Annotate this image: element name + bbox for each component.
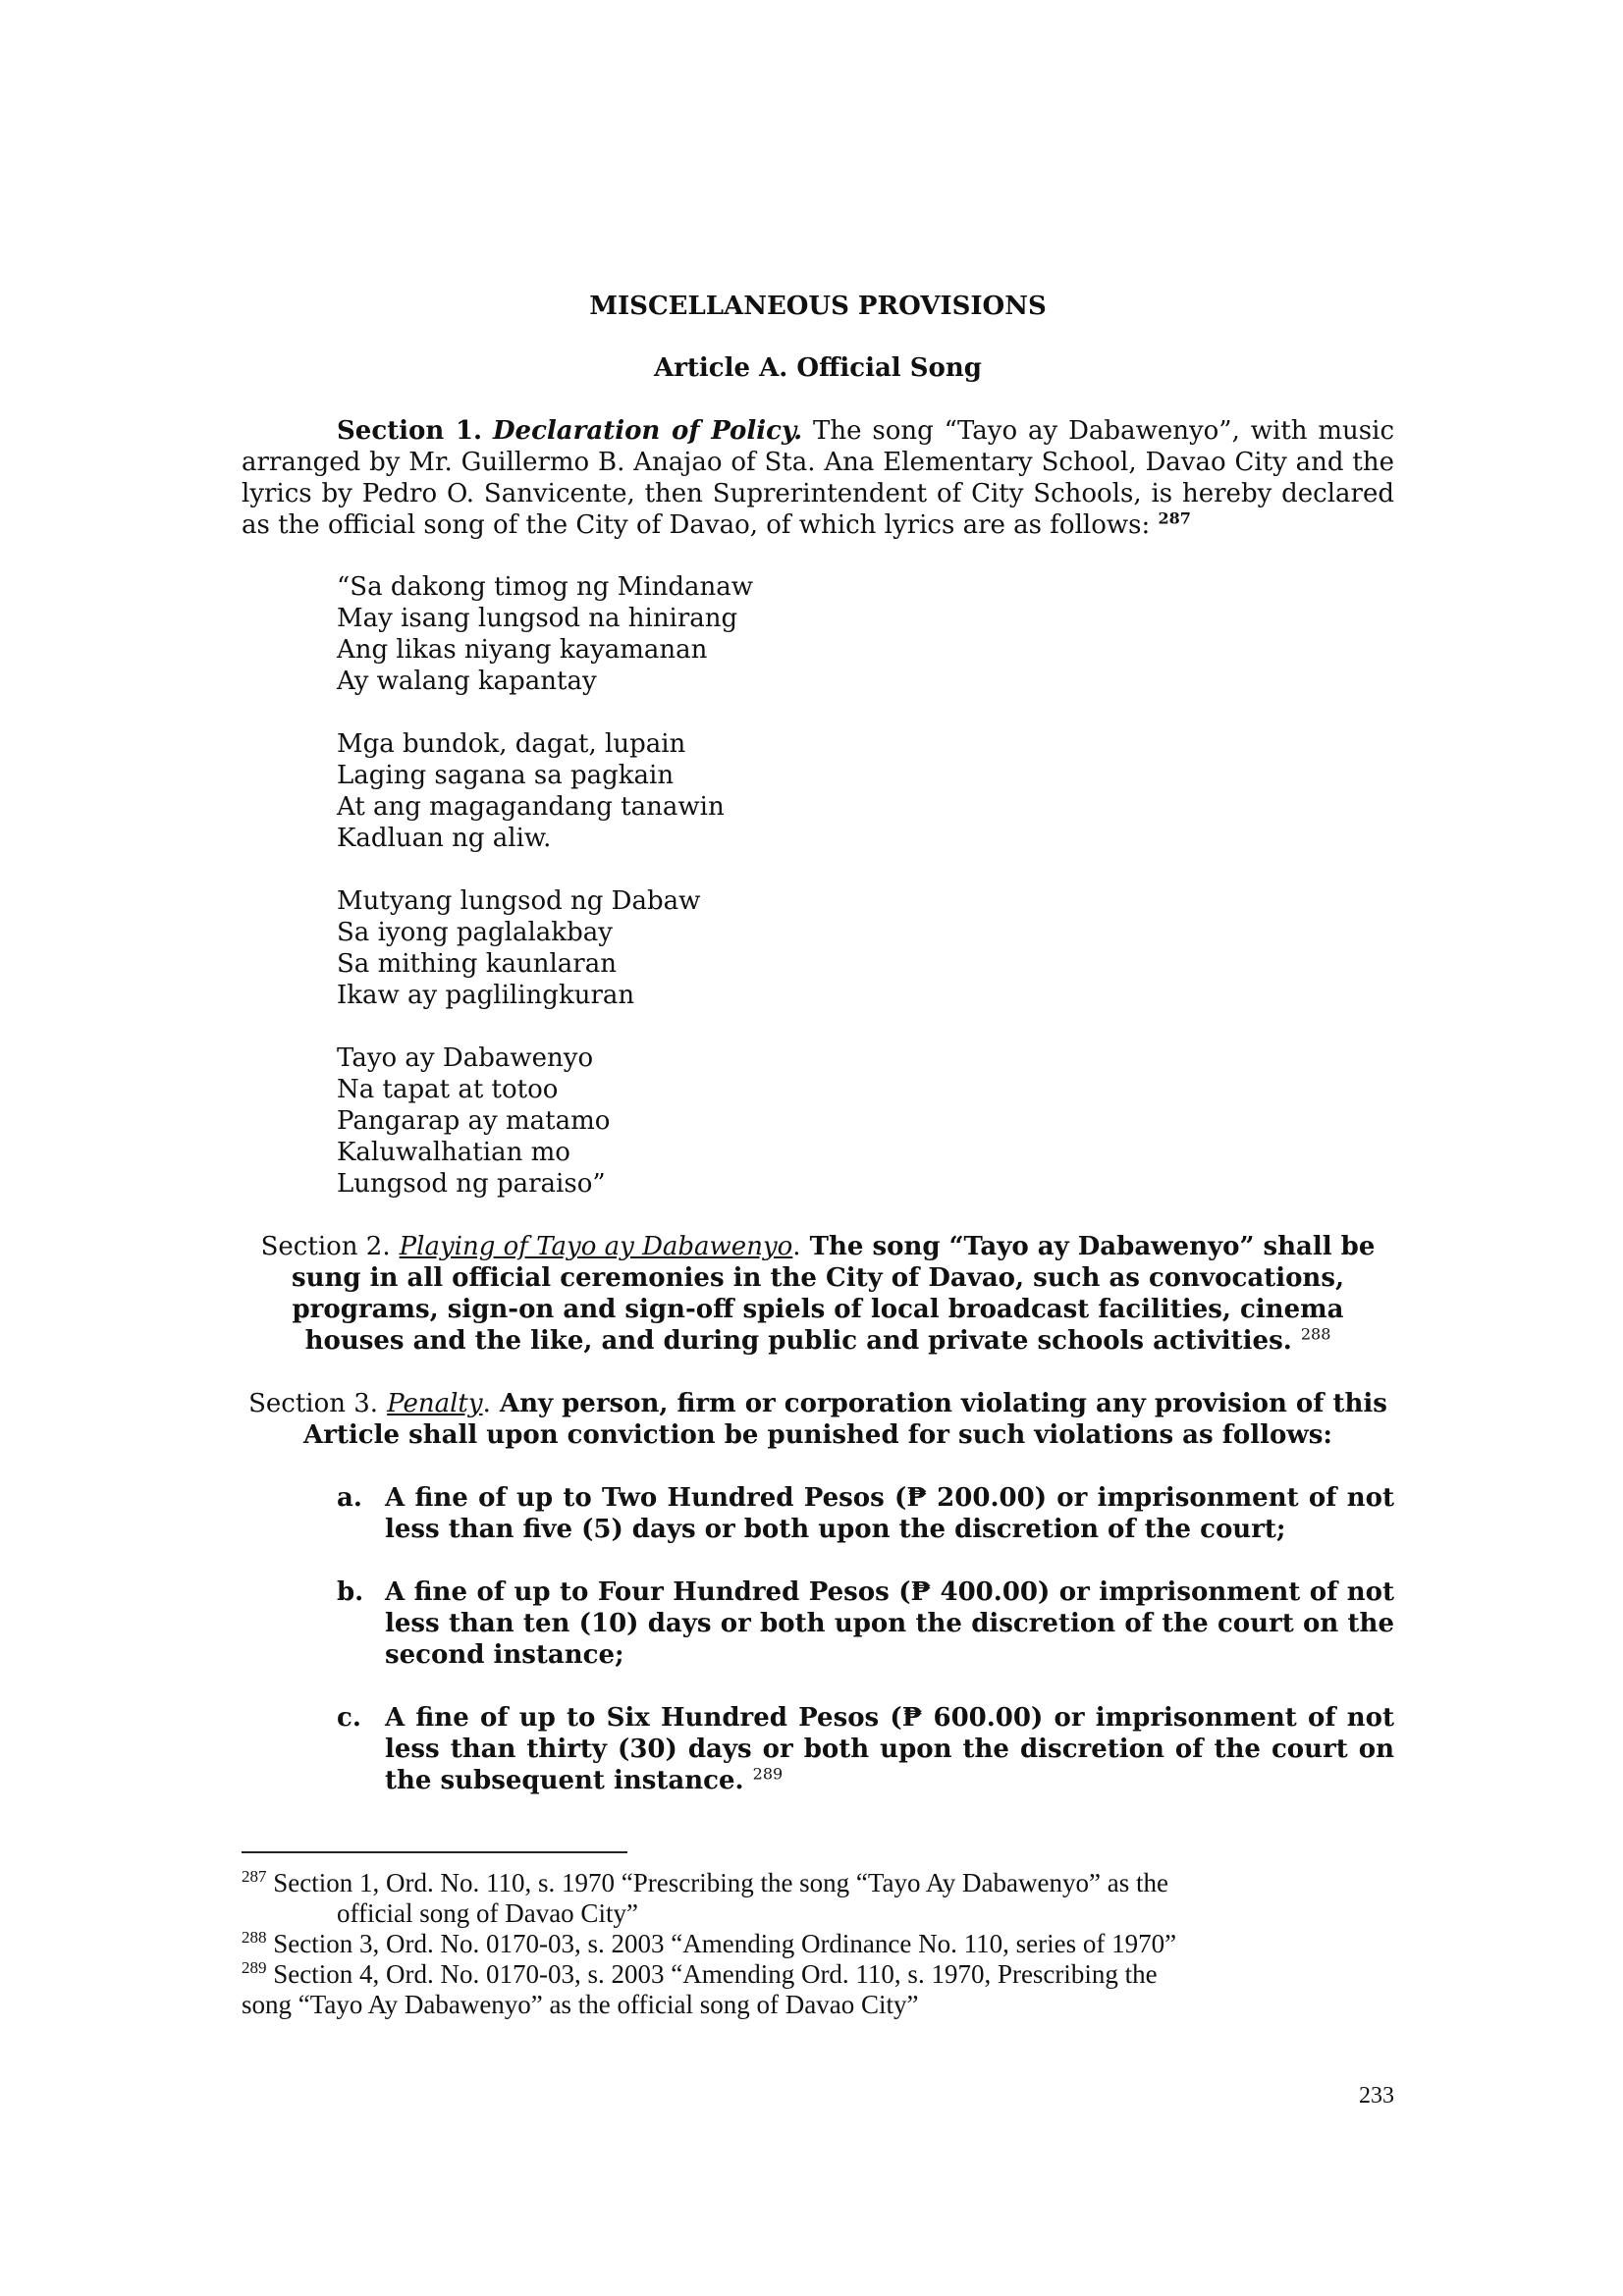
lyric-line: Na tapat at totoo <box>337 1075 559 1104</box>
lyrics-stanza-4 <box>337 1042 753 1200</box>
footnote-text: Section 3, Ord. No. 0170-03, s. 2003 “Amending Ordinance No. 110, series of 1970” <box>266 1929 1177 1958</box>
article-heading: Article A. Official Song <box>654 353 982 383</box>
footnote-text: Section 4, Ord. No. 0170-03, s. 2003 “Amending Ord. 110, s. 1970, Prescribing the <box>266 1959 1158 1989</box>
list-item <box>337 1482 1394 1545</box>
section-3-heading-period: . <box>482 1389 491 1418</box>
section-2-heading-period: . <box>792 1232 801 1261</box>
section-3-text: Any person, firm or corporation violating any provision of this Article shall upon conviction be punished for such violations as follows: <box>303 1389 1387 1450</box>
footnote-287 <box>242 1868 1394 1929</box>
section-3-label: Section 3. <box>248 1389 379 1418</box>
footnote-number: 289 <box>242 1958 267 1977</box>
footnote-ref-288: 288 <box>1300 1324 1331 1344</box>
list-item <box>337 1576 1394 1671</box>
section-1-text: The song “Tayo ay Dabawenyo”, with music arranged by Mr. Guillermo B. Anajao of Sta. Ana Elementary School, Davao City and the lyrics by Pedro O. Sanvicente, then Suprerintendent of City Schools, is hereby declared as the official song of the City of Davao, of which lyrics are as follows: <box>242 416 1395 540</box>
lyrics-stanza-1 <box>337 571 753 697</box>
list-item-text: A fine of up to Two Hundred Pesos (₱ 200.00) or imprisonment of not less than five (5) days or both upon the discretion of the court; <box>385 1483 1394 1544</box>
section-2-heading: Playing of Tayo ay Dabawenyo <box>399 1232 793 1261</box>
footnote-text-continued: song “Tayo Ay Dabawenyo” as the official song of Davao City” <box>242 1990 919 2019</box>
lyric-line: At ang magagandang tanawin <box>337 792 725 822</box>
list-item <box>337 1702 1394 1796</box>
footnote-text-continued: official song of Davao City” <box>337 1898 638 1928</box>
section-2-text: The song “Tayo ay Dabawenyo” shall be sung in all official ceremonies in the City of Davao, such as convocations, programs, sign-on and sign-off spiels of local broadcast facilities, cinema houses and the like, and during public and private schools activities. <box>291 1232 1376 1356</box>
footnote-289 <box>242 1959 1394 2020</box>
footnote-ref-289: 289 <box>752 1764 784 1784</box>
lyric-line: “Sa dakong timog ng Mindanaw <box>337 572 754 602</box>
footnote-divider <box>242 1851 627 1853</box>
footnote-number: 287 <box>242 1867 267 1886</box>
lyric-line: Pangarap ay matamo <box>337 1106 611 1136</box>
section-2-paragraph <box>242 1231 1394 1357</box>
section-3-heading: Penalty <box>387 1389 483 1418</box>
lyric-line: Kadluan ng aliw. <box>337 824 552 853</box>
lyric-line: May isang lungsod na hinirang <box>337 604 738 633</box>
footnotes <box>242 1868 1394 2020</box>
list-marker: c. <box>337 1703 361 1733</box>
section-3-paragraph <box>242 1388 1394 1451</box>
list-item-text-content: A fine of up to Six Hundred Pesos (₱ 600.00) or imprisonment of not less than thirty (30) days or both upon the discretion of the court on the subsequent instance. <box>385 1703 1394 1795</box>
lyrics-stanza-3 <box>337 885 753 1011</box>
lyric-line: Ang likas niyang kayamanan <box>337 635 708 665</box>
footnote-text: Section 1, Ord. No. 110, s. 1970 “Prescribing the song “Tayo Ay Dabawenyo” as the <box>266 1868 1168 1897</box>
list-item-text: A fine of up to Four Hundred Pesos (₱ 400.00) or imprisonment of not less than ten (10) days or both upon the discretion of the court on the second instance; <box>385 1577 1394 1670</box>
lyrics-stanza-2 <box>337 728 753 854</box>
footnote-288 <box>242 1929 1394 1959</box>
footnote-ref-287: 287 <box>1158 508 1191 528</box>
lyric-line: Mutyang lungsod ng Dabaw <box>337 886 701 916</box>
list-marker: b. <box>337 1577 364 1607</box>
lyric-line: Laging sagana sa pagkain <box>337 761 675 790</box>
footnote-number: 288 <box>242 1928 267 1947</box>
section-1-label: Section 1. <box>337 416 483 446</box>
lyric-line: Sa iyong paglalakbay <box>337 918 613 947</box>
page-title: MISCELLANEOUS PROVISIONS <box>589 292 1047 321</box>
lyric-line: Ikaw ay paglilingkuran <box>337 981 635 1010</box>
page-number: 233 <box>1359 2083 1394 2109</box>
section-1-paragraph <box>242 415 1394 541</box>
lyric-line: Ay walang kapantay <box>337 667 597 696</box>
list-item-text <box>385 1702 1394 1796</box>
lyric-line: Kaluwalhatian mo <box>337 1138 570 1167</box>
song-lyrics <box>337 571 753 1231</box>
lyric-line: Mga bundok, dagat, lupain <box>337 729 686 759</box>
penalty-list <box>337 1482 1394 1828</box>
lyric-line: Sa mithing kaunlaran <box>337 949 617 979</box>
list-marker: a. <box>337 1483 362 1513</box>
lyric-line: Lungsod ng paraiso” <box>337 1169 606 1199</box>
section-2-label: Section 2. <box>260 1232 391 1261</box>
lyric-line: Tayo ay Dabawenyo <box>337 1043 594 1073</box>
section-1-heading: Declaration of Policy. <box>493 416 803 446</box>
